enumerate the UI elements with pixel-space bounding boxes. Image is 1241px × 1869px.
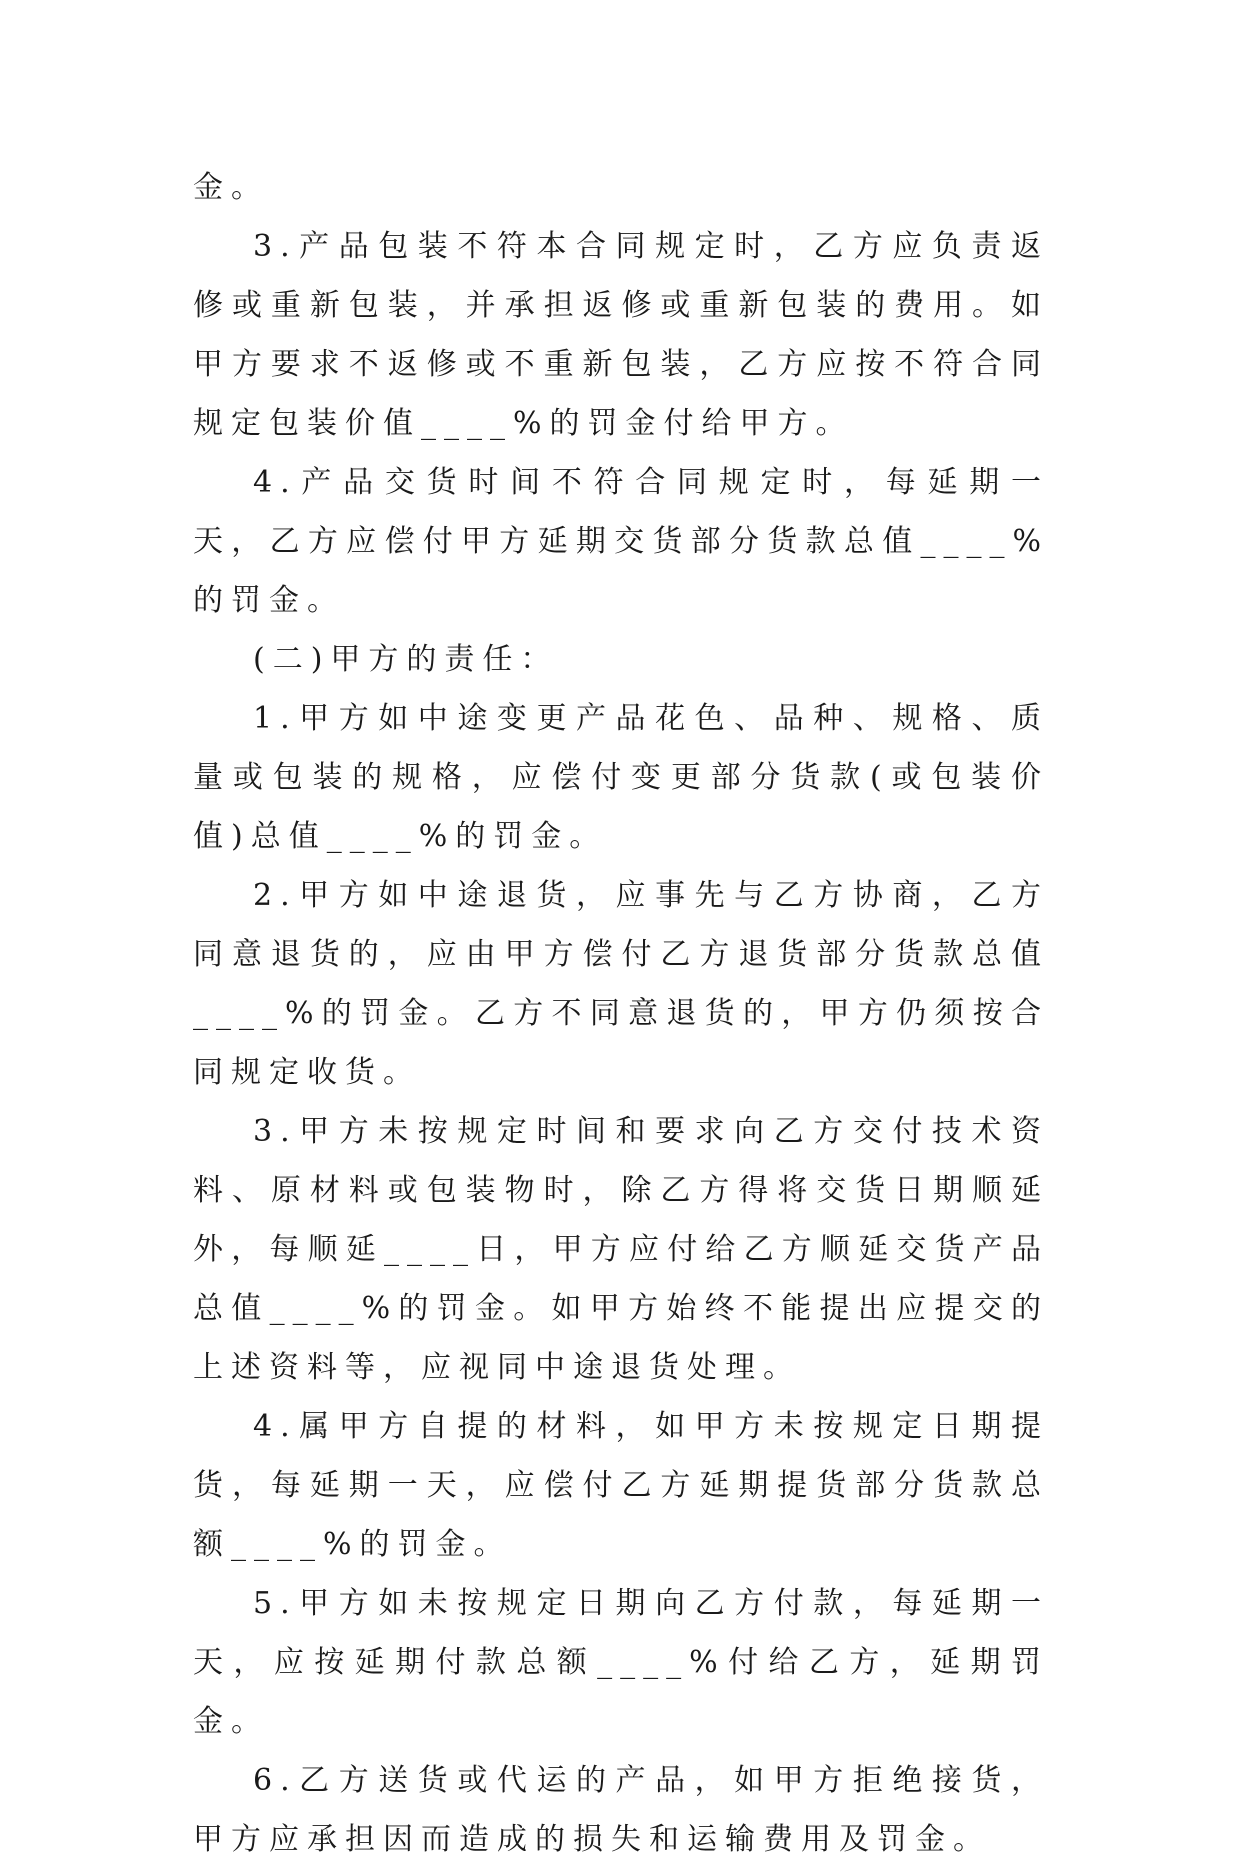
paragraph-continuation: 金。 [193,170,269,205]
paragraph-clause-5-payment: 5.甲方如未按规定日期向乙方付款，每延期一天，应按延期付款总额____%付给乙方，延期罚金。 [193,1586,1049,1739]
paragraph-clause-1-change: 1.甲方如中途变更产品花色、品种、规格、质量或包装的规格，应偿付变更部分货款(或包装价值)总值____%的罚金。 [193,701,1049,854]
section-heading-party-a-responsibility: (二)甲方的责任： [253,642,559,677]
paragraph-clause-3-materials: 3.甲方未按规定时间和要求向乙方交付技术资料、原材料或包装物时，除乙方得将交货日期顺延外，每顺延____日，甲方应付给乙方顺延交货产品总值____%的罚金。如甲方始终不能提出应提交的上述资料等，应视同中途退货处理。 [193,1114,1049,1385]
paragraph-clause-4-delivery: 4.产品交货时间不符合同规定时，每延期一天，乙方应偿付甲方延期交货部分货款总值____%的罚金。 [193,465,1049,618]
document-page [193,158,1049,1869]
paragraph-clause-6-refusal: 6.乙方送货或代运的产品，如甲方拒绝接货，甲方应承担因而造成的损失和运输费用及罚金。 [193,1763,1049,1857]
paragraph-clause-2-return: 2.甲方如中途退货，应事先与乙方协商，乙方同意退货的，应由甲方偿付乙方退货部分货款总值____%的罚金。乙方不同意退货的，甲方仍须按合同规定收货。 [193,878,1049,1090]
paragraph-clause-4-pickup: 4.属甲方自提的材料，如甲方未按规定日期提货，每延期一天，应偿付乙方延期提货部分货款总额____%的罚金。 [193,1409,1049,1562]
paragraph-clause-3-packaging: 3.产品包装不符本合同规定时，乙方应负责返修或重新包装，并承担返修或重新包装的费用。如甲方要求不返修或不重新包装，乙方应按不符合同规定包装价值____%的罚金付给甲方。 [193,229,1049,441]
